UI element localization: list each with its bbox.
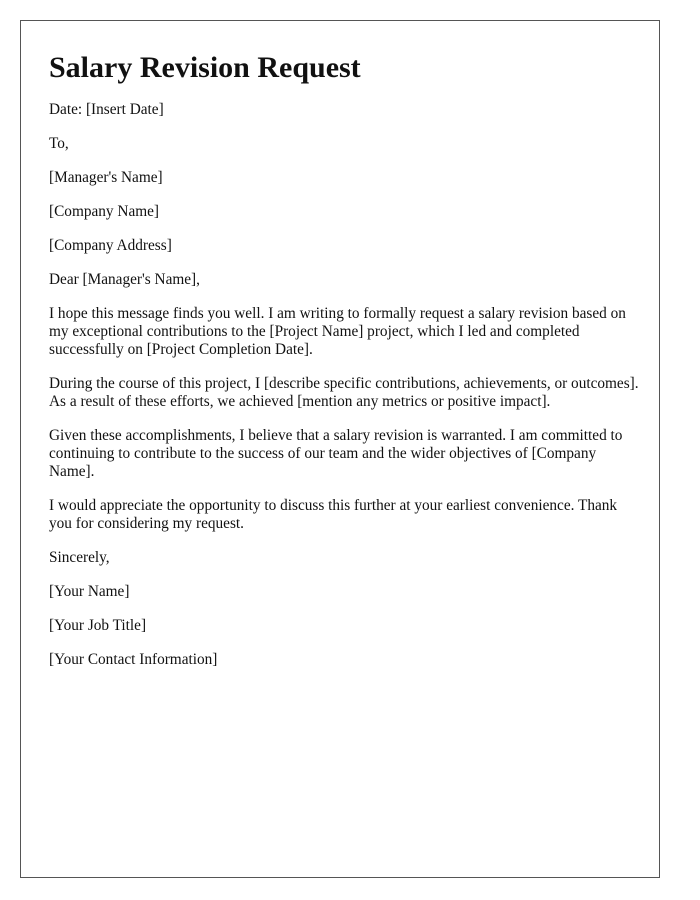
- letter-content: [49, 49, 639, 685]
- sender-name: [Your Name]: [49, 583, 130, 600]
- closing: Sincerely,: [49, 549, 110, 566]
- body-paragraph-2: During the course of this project, I [describe specific contributions, achievements, or outcomes]. As a result of these efforts, we achieved [mention any metrics or positive impact].: [49, 375, 639, 410]
- date-line: Date: [Insert Date]: [49, 101, 164, 118]
- body-paragraph-3: Given these accomplishments, I believe that a salary revision is warranted. I am committed to continuing to contribute to the success of our team and the wider objectives of [Company Name].: [49, 427, 623, 480]
- sender-title: [Your Job Title]: [49, 617, 147, 634]
- to-line: To,: [49, 135, 69, 152]
- body-paragraph-1: I hope this message finds you well. I am writing to formally request a salary revision based on my exceptional contributions to the [Project Name] project, which I led and completed successfully on [Project Completion Date].: [49, 305, 626, 358]
- salutation: Dear [Manager's Name],: [49, 271, 200, 288]
- company-name: [Company Name]: [49, 203, 160, 220]
- company-address: [Company Address]: [49, 237, 172, 254]
- sender-contact: [Your Contact Information]: [49, 651, 218, 668]
- letter-title: Salary Revision Request: [49, 51, 361, 84]
- recipient-name: [Manager's Name]: [49, 169, 163, 186]
- letter-page: [20, 20, 660, 878]
- body-paragraph-4: I would appreciate the opportunity to discuss this further at your earliest convenience. Thank you for considering my request.: [49, 497, 618, 532]
